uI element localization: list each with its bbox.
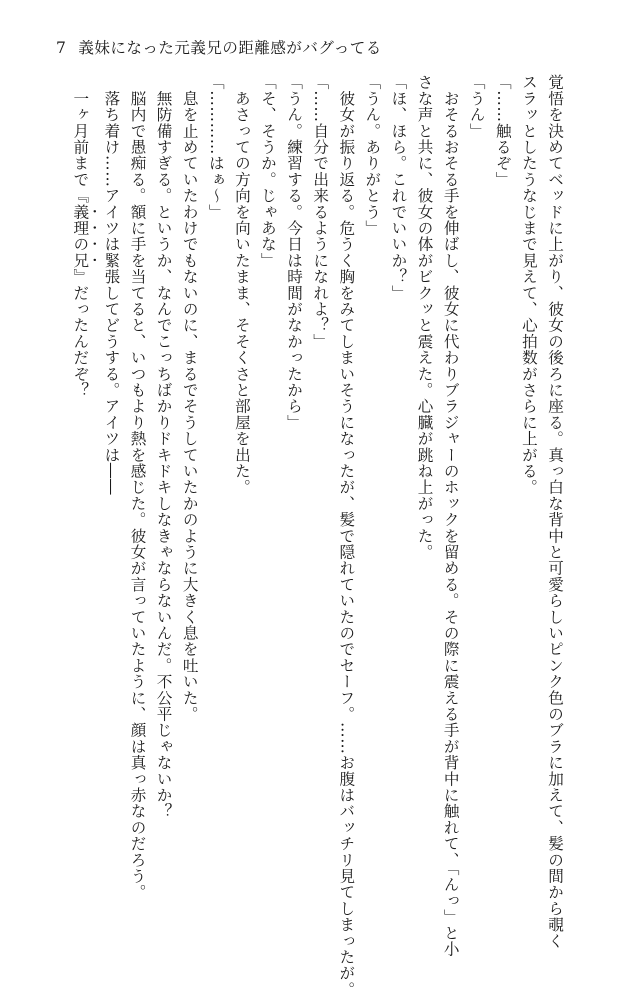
text-line: 息を止めていたわけでもないのに、まるでそうしていたかのように大きく息を吐いた。 <box>180 74 199 722</box>
text-line: おそるおそる手を伸ばし、彼女に代わりブラジャーのホックを留める。その際に震える手が背中に触れて、「んっ」と小 <box>441 74 460 958</box>
text-line: 脳内で愚痴る。額に手を当てると、いつもより熱を感じた。彼女が言っていたように、顔は真っ赤なのだろう。 <box>128 74 147 901</box>
page-number: 7 <box>56 39 67 57</box>
vertical-text-body <box>48 74 568 997</box>
text-line: 「……触るぞ」 <box>493 74 512 188</box>
text-line: 「……自分で出来るようになれよ？」 <box>311 74 330 350</box>
text-line: 「…………はぁ～」 <box>206 74 225 220</box>
text-line: 「うん」 <box>467 74 486 139</box>
text-line: 彼女が振り返る。危うく胸をみてしまいそうになったが、髪で隠れていたのでセーフ。……お腹はバッチリ見てしまったが。 <box>337 74 356 997</box>
running-header <box>56 36 382 58</box>
text-line: スラッとしたうなじまで見えて、心拍数がさらに上がる。 <box>519 74 538 496</box>
text-line: 「うん。ありがとう」 <box>363 74 382 236</box>
text-line-final: 一ヶ月前まで『義理の兄』だったんだぞ？ <box>71 74 90 399</box>
chapter-title: 義妹になった元義兄の距離感がバグってる <box>78 39 382 57</box>
text-line: 覚悟を決めてベッドに上がり、彼女の後ろに座る。真っ白な背中と可愛らしいピンク色のブラに加えて、髪の間から覗く <box>546 74 564 949</box>
text-line: さな声と共に、彼女の体がビクッと震えた。心臓が跳ね上がった。 <box>415 74 434 560</box>
text-line: 無防備すぎる。というか、なんでこっちばかりドキドキしなきゃならないんだ。不公平じゃないか？ <box>154 74 173 820</box>
text-line: 「そ、そうか。じゃあな」 <box>258 74 277 269</box>
text-line: 「うん。練習する。今日は時間がなかったから」 <box>285 74 304 431</box>
text-line: あさっての方向を向いたまま、そそくさと部屋を出た。 <box>232 74 251 496</box>
text-line: 落ち着け……アイツは緊張してどうする。アイツは―― <box>102 74 121 496</box>
text-line: 「ほ、ほら。これでいいか？」 <box>389 74 408 301</box>
emphasis-text: 義理の兄 <box>71 203 90 269</box>
